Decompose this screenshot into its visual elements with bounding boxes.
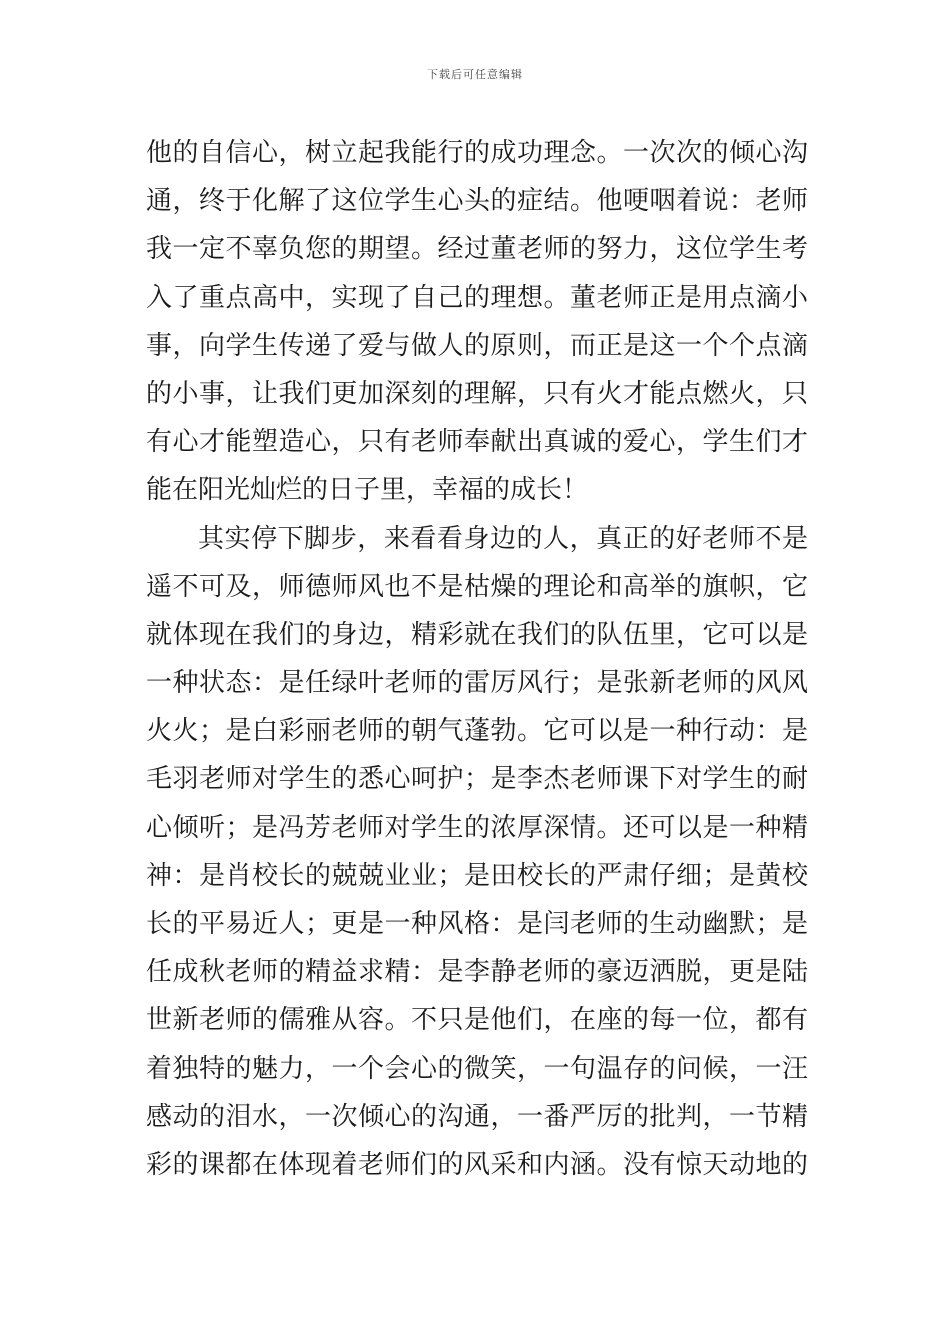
text-line: 彩的课都在体现着老师们的风采和内涵。没有惊天动地的 xyxy=(146,1149,808,1180)
text-line: 他的自信心，树立起我能行的成功理念。一次次的倾心沟 xyxy=(146,138,808,168)
text-line: 我一定不辜负您的期望。经过董老师的努力，这位学生考 xyxy=(146,234,808,265)
text-line: 火火；是白彩丽老师的朝气蓬勃。它可以是一种行动：是 xyxy=(146,716,808,747)
text-line: 就体现在我们的身边，精彩就在我们的队伍里，它可以是 xyxy=(146,619,808,650)
paragraph xyxy=(146,129,808,515)
text-line: 遥不可及，师德师风也不是枯燥的理论和高举的旗帜，它 xyxy=(146,571,808,602)
page-header: 下载后可任意编辑 xyxy=(427,68,523,81)
document-body xyxy=(146,129,808,1189)
text-line: 任成秋老师的精益求精：是李静老师的豪迈洒脱，更是陆 xyxy=(146,957,808,988)
text-line: 世新老师的儒雅从容。不只是他们，在座的每一位，都有 xyxy=(146,1005,808,1036)
text-line: 着独特的魅力，一个会心的微笑，一句温存的问候，一汪 xyxy=(146,1053,808,1084)
text-line: 其实停下脚步，来看看身边的人，真正的好老师不是 xyxy=(198,523,808,554)
text-line: 毛羽老师对学生的悉心呵护；是李杰老师课下对学生的耐 xyxy=(146,764,808,795)
text-line: 能在阳光灿烂的日子里，幸福的成长！ xyxy=(146,475,589,506)
text-line: 事，向学生传递了爱与做人的原则，而正是这一个个点滴 xyxy=(146,330,808,361)
text-line: 通，终于化解了这位学生心头的症结。他哽咽着说：老师 xyxy=(146,186,808,217)
text-line: 一种状态：是任绿叶老师的雷厉风行；是张新老师的风风 xyxy=(146,668,808,699)
text-line: 神：是肖校长的兢兢业业；是田校长的严肃仔细；是黄校 xyxy=(146,860,808,891)
text-line: 感动的泪水，一次倾心的沟通，一番严厉的批判，一节精 xyxy=(146,1101,808,1132)
paragraph xyxy=(146,515,808,1190)
text-line: 心倾听；是冯芳老师对学生的浓厚深情。还可以是一种精 xyxy=(146,812,808,843)
text-line: 长的平易近人；更是一种风格：是闫老师的生动幽默；是 xyxy=(146,909,808,939)
text-line: 有心才能塑造心，只有老师奉献出真诚的爱心，学生们才 xyxy=(146,427,808,458)
text-line: 的小事，让我们更加深刻的理解，只有火才能点燃火，只 xyxy=(146,378,808,409)
text-line: 入了重点高中，实现了自己的理想。董老师正是用点滴小 xyxy=(146,282,808,313)
